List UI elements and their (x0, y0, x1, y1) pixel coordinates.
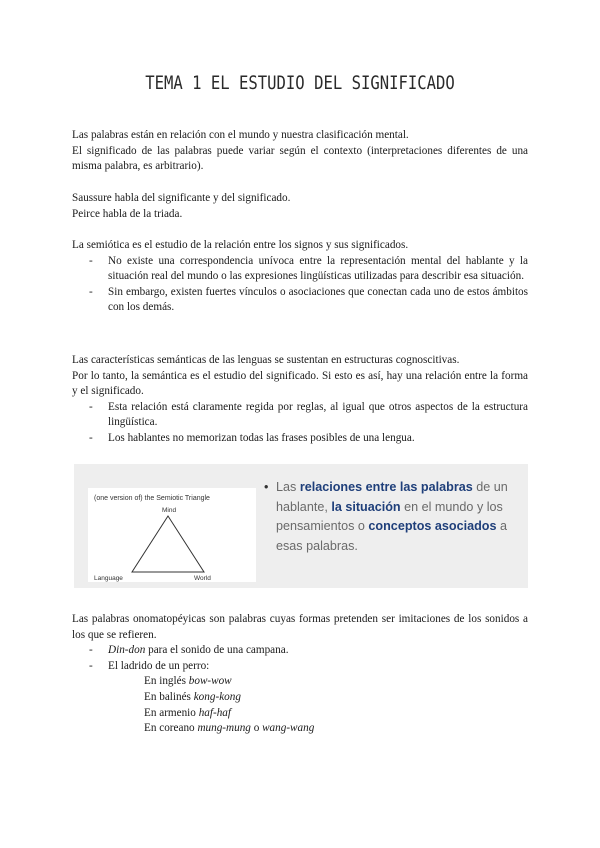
page-title: TEMA 1 EL ESTUDIO DEL SIGNIFICADO (145, 72, 455, 94)
semiotic-triangle (132, 516, 204, 572)
list-item: - No existe una correspondencia unívoca entre la representación mental del hablante y la situación real del mundo o las expresiones lingüísticas utilizadas para describir esa situación. (72, 254, 528, 285)
intro-line-1: Las palabras están en relación con el mundo y nuestra clasificación mental. (72, 129, 409, 141)
fig-text: en el mundo y los pensamientos o (276, 499, 503, 534)
example-lang: En balinés (144, 690, 194, 703)
semantics-line-2: Por lo tanto, la semántica es el estudio del significado. Si esto es así, hay una relación entre la forma y el significado. (72, 369, 528, 398)
onomatopoeia-section (72, 612, 528, 737)
triangle-caption: (one version of) the Semiotic Triangle (94, 495, 210, 502)
semiotics-section (72, 238, 528, 316)
fig-text: Las (276, 480, 300, 494)
onomatopoeia-list (72, 643, 528, 674)
triangle-diagram (88, 488, 256, 582)
fig-text: de un hablante, (276, 480, 508, 514)
example-lang: En armenio (144, 706, 199, 719)
list-item: - El ladrido de un perro: (72, 659, 528, 675)
bullet-icon: • (264, 480, 269, 494)
fig-text: a esas palabras. (276, 519, 508, 553)
figure-bullet-text (264, 478, 530, 556)
list-item (72, 643, 528, 659)
example-line (144, 721, 528, 737)
fig-keyword: conceptos asociados (368, 519, 497, 534)
semiotics-definition: La semiótica es el estudio de la relación entre los signos y sus significados. (72, 239, 409, 251)
semantics-list (72, 400, 528, 447)
world-label: World (194, 575, 211, 582)
example-lang: En inglés (144, 675, 189, 688)
semantics-line-1: Las características semánticas de las lenguas se sustentan en estructuras cognoscitivas. (72, 354, 460, 366)
list-item: - Los hablantes no memorizan todas las frases posibles de una lengua. (72, 431, 528, 447)
language-label: Language (94, 575, 123, 582)
example-word: haf-haf (198, 706, 232, 719)
example-word: kong-kong (193, 690, 241, 703)
intro-line-2: El significado de las palabras puede variar según el contexto (interpretaciones diferentes de una misma palabra, es arbitrario). (72, 144, 528, 173)
list-item: - Sin embargo, existen fuertes vínculos o asociaciones que conectan cada uno de estos ámbitos con los demás. (72, 285, 528, 316)
example-line (144, 674, 528, 690)
authors-section (72, 191, 528, 222)
dog-examples (72, 674, 528, 736)
mind-label: Mind (162, 507, 177, 514)
saussure-line: Saussure habla del significante y del significado. (72, 192, 291, 204)
example-word: bow-wow (188, 675, 232, 688)
semantics-section (72, 353, 528, 447)
example-word: Din-don (108, 644, 146, 657)
semiotic-triangle-figure (74, 464, 528, 588)
onomatopoeia-definition: Las palabras onomatopéyicas son palabras cuyas formas pretenden ser imitaciones de los sonidos a los que se refieren. (72, 613, 528, 641)
intro-section (72, 128, 528, 175)
example-text: para el sonido de una campana. (145, 644, 289, 657)
example-word: mung-mung (197, 722, 251, 735)
example-line (144, 690, 528, 706)
peirce-line: Peirce habla de la triada. (72, 207, 183, 220)
example-line (144, 706, 528, 722)
example-word: wang-wang (262, 722, 315, 735)
fig-keyword: la situación (331, 499, 401, 514)
example-lang: En coreano (144, 722, 198, 735)
example-conj: o (250, 722, 263, 735)
fig-keyword: relaciones (299, 480, 363, 494)
fig-keyword: entre las palabras (365, 480, 473, 494)
semiotics-list (72, 254, 528, 316)
triangle-svg (88, 488, 256, 582)
list-item: - Esta relación está claramente regida por reglas, al igual que otros aspectos de la estructura lingüística. (72, 400, 528, 431)
